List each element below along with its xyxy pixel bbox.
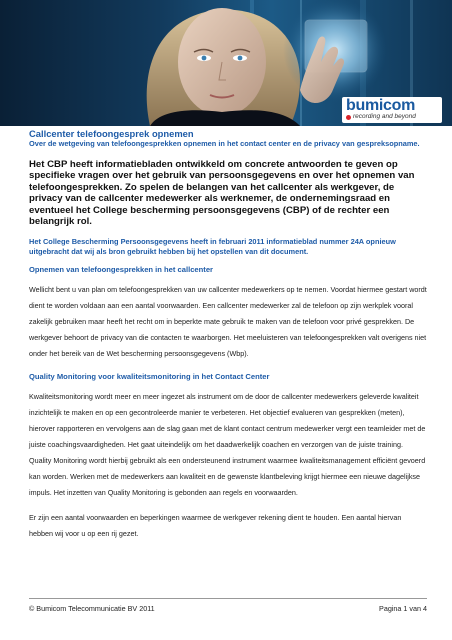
section-title-quality-monitoring: Quality Monitoring voor kwaliteitsmonitoring in het Contact Center	[29, 371, 270, 381]
document-body	[29, 128, 427, 551]
logo-wordmark: bumicom	[346, 97, 416, 114]
source-note: Het College Bescherming Persoonsgegevens heeft in februari 2011 informatieblad nummer 24A opnieuw uitgebracht dat wij als bron gebruikt hebben bij het opstellen van dit document.	[29, 237, 396, 257]
footer-copyright: © Bumicom Telecommunicatie BV 2011	[29, 604, 155, 613]
header-photo	[0, 0, 452, 126]
logo-tagline: recording and beyond	[353, 113, 416, 120]
page-footer	[29, 604, 427, 613]
section-text-quality-monitoring: Kwaliteitsmonitoring wordt meer en meer ingezet als instrument om de door de callcenter medewerkers geleverde kwaliteit inzichtelijk te maken en op een gecontroleerde manier te verbeteren. Het objectief evalueren van gesprekken (meten), hierover rapporteren en vervolgens aan de slag gaan met de klant contact centrum medewerker vergt een teamleider met de juiste coachingsvaardigheden. Het gaat uiteindelijk om het daadwerkelijk coachen en verzorgen van de juiste training. Quality Monitoring wordt hierbij gebruikt als een ondersteunend instrument waarmee kwaliteitsmanagement efficiënt gevoerd kan worden. Werken met de medewerkers aan kwaliteit en de gewenste klantbeleving krijgt hiermee een nieuwe dagelijkse impuls. Het inzetten van Quality Monitoring is gebonden aan regels en voorwaarden.	[29, 391, 426, 497]
logo-tagline-row	[346, 113, 438, 121]
bumicom-logo	[342, 97, 442, 123]
section-title-opnemen: Opnemen van telefoongesprekken in het callcenter	[29, 265, 213, 275]
footer-divider	[29, 598, 427, 599]
red-dot-icon	[346, 115, 351, 120]
section-text-opnemen: Wellicht bent u van plan om telefoongesprekken van uw callcenter medewerkers op te nemen. Voordat hiermee gestart wordt dient te worden voldaan aan een aantal voorwaarden. Een callcenter medewerker zal de telefoon op zijn werkplek vooral zakelijk gebruiken maar heeft het recht om in beperkte mate gebruik te maken van de telefoon voor privé gesprekken. De werkgever behoort de privacy van die contacten te waarborgen. Het meeluisteren van telefoongesprekken valt overigens niet onder het bereik van de Wet bescherming persoonsgegevens (Wbp).	[29, 285, 427, 359]
lead-paragraph: Het CBP heeft informatiebladen ontwikkeld om concrete antwoorden te geven op specifieke vragen over het gebruik van persoonsgegevens en over het opnemen van telefoongesprekken. Zo spelen de belangen van het callcenter als werkgever, de privacy van de callcenter medewerker als werknemer, de ondernemingsraad en eventueel het College bescherming persoonsgegevens (CBP) of de rechter een belangrijk rol.	[29, 158, 415, 228]
footer-page-number: Pagina 1 van 4	[379, 604, 427, 613]
document-subtitle: Over de wetgeving van telefoongesprekken opnemen in het contact center en de privacy van gespreksopname.	[29, 139, 420, 148]
document-title: Callcenter telefoongesprek opnemen	[29, 128, 194, 139]
closing-paragraph: Er zijn een aantal voorwaarden en beperkingen waarmee de werkgever rekening dient te houden. Een aantal hiervan hebben wij voor u op een rij gezet.	[29, 512, 402, 538]
